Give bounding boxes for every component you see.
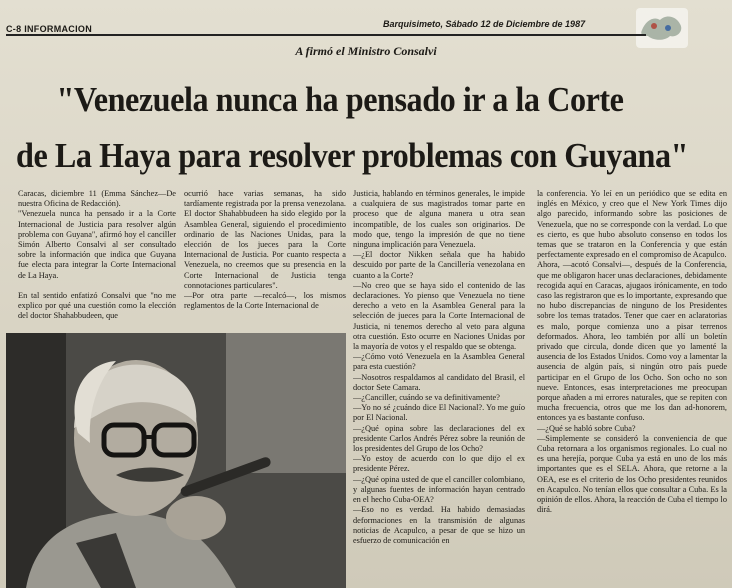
header-rule <box>6 34 646 36</box>
dateline: Barquisimeto, Sábado 12 de Diciembre de 1987 <box>383 19 586 29</box>
article-column-1: Caracas, diciembre 11 (Emma Sánchez—De nuestra Oficina de Redacción). "Venezuela nunca ha pensado ir a la Corte Internacional de Justicia para resolver algún problema con Guyana", afirmó hoy el canciller Simón Alberto Consalvi al ser consultado sobre la información que indica que Guyana fue electa para integrar la Corte Internacional de La Haya. En tal sentido enfatizó Consalvi que "no me explico por qué una cuestión como la elección del doctor Shahabbudeen, que <box>18 189 176 321</box>
kicker: A firmó el Ministro Consalvi <box>295 44 437 58</box>
headline <box>16 72 689 184</box>
article-column-4: la conferencia. Yo leí en un periódico que se edita en inglés en México, y creo que el New York Times dijo algo parecido, informando sobre las posiciones de Venezuela, que no se corresponde con la verdad. Lo que es cierto, es que hubo absoluto consenso en todos los temas que se trataron en la Conferencia y que están perfectamente expresado en el compromiso de Acapulco. Ahora, —acotó Consalvi—, después de la Conferencia, que me obligaron hacer unas declaraciones, debidamente recogida aquí en Caracas, ajugaos irónicamente, en todo caso las registraron que es lo importante, expresando que no hubo discrepancias de ninguno de los Presidentes sobre los temas tratados. Tener que caer en aclaratorias es malo, porque comienza uno a pisar terrenos deformados. Ahora, leo también por allí un boletín privado que circula, donde dicen que yo lamenté la ausencia de los Estados Unidos. Como voy a lamentar la ausencia de algún país, si ningún otro país puede participar en el Grupo de los Ocho. Son ocho no son nueve. Entonces, esas interpretaciones me preocupan porque añaden a mi errores naturales, que se repiten con mucha frecuencia, otros que me los dan ad-honorem, entonces ya es bastante confuso. —¿Qué se habló sobre Cuba? —Simplemente se consideró la conveniencia de que Cuba retornara a los organismos regionales. Lo cual no es una herejía, porque Cuba ya está en uno de los más importantes que es el SELA. Ahora, que retorne a la OEA, ese es el criterio de los Ocho presidentes reunidos en Acapulco. No tenían ellos que consultar a Cuba. Es la opinión de ellos. Ahora, la reacción de Cuba el tiempo lo dirá. <box>537 189 727 515</box>
consalvi-photo <box>6 333 346 588</box>
headline-line-2: de La Haya para resolver problemas con Guyana" <box>16 136 689 175</box>
headline-line-1: "Venezuela nunca ha pensado ir a la Corte <box>56 80 624 119</box>
article-column-3: Justicia, hablando en términos generales, le impide a cualquiera de sus magistrados tomar parte en proceso que de alguna manera u otra sean incompatible, de los cuales son originarios. De modo que, tengo la impresión de que no tiene ninguna implicación para Venezuela. —¿El doctor Nikken señala que ha habido descuido por parte de la Cancillería venezolana en cuanto a la Corte? —No creo que se haya sido el contenido de las declaraciones. Yo pienso que Venezuela no tiene derecho a veto en la Asamblea General para la selección de jueces para la Corte Internacional de Justicia, ni tenemos derecho al veto para alguna otra cuestión. Esto ocurre en Naciones Unidas por la mayoría de votos y el respaldo que se obtenga. —¿Cómo votó Venezuela en la Asamblea General para esta cuestión? —Nosotros respaldamos al candidato del Brasil, el doctor Sete Camara. —¿Canciller, cuándo se va definitivamente? —Yo no sé ¿cuándo dice El Nacional?. Yo me guío por El Nacional. —¿Qué opina sobre las declaraciones del ex presidente Carlos Andrés Pérez sobre la reunión de los presidentes del Grupo de los Ocho? —Yo estoy de acuerdo con lo que dijo el ex presidente Pérez. —¿Qué opina usted de que el canciller colombiano, y algunas fuentes de información hayan centrado en el hecho Cuba-OEA? —Eso no es verdad. Ha habido demasiadas deformaciones en la transmisión de algunas noticias de Acapulco, a pesar de que se hizo un esfuerzo de comunicación en <box>353 189 525 545</box>
watermark-logo <box>636 8 688 48</box>
section-header: C-8 INFORMACION <box>6 24 92 34</box>
article-column-2: ocurrió hace varias semanas, ha sido tardíamente registrada por la prensa venezolana. El doctor Shahabbudeen ha sido elegido por la Asamblea General, siguiendo el procedimiento ordinario de las Naciones Unidas, para la elección de los jueces para la Corte Internacional de Justicia. Por cuanto respecta a Venezuela, no creemos que su presencia en la Corte Internacional de Justicia tenga connotaciones particulares". —Por otra parte —recalcó—, los mismos reglamentos de la Corte Internacional de <box>184 189 346 311</box>
